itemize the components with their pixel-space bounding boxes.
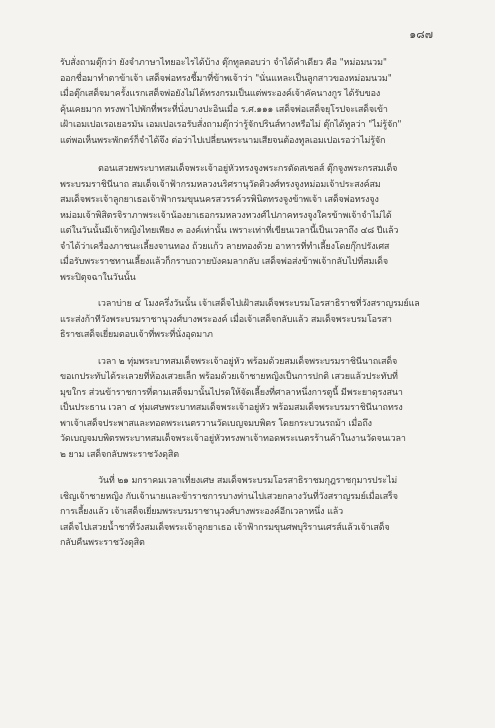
text-line: ธิราชเสด็จเยี่ยมตอบเจ้าที่พระที่นั่งอุดมาภ: [60, 330, 213, 340]
text-line: จำได้ว่าเครื่องภาชนะเลี้ยงจานทอง ถ้วยแก้ว ลายทองด้วย อาหารที่ทำเลี้ยงโดยกุ๊กปรังเศส: [60, 241, 390, 252]
paragraph: [60, 162, 450, 286]
text-line: แต่ในวันนั้นมีเจ้าหญิงไทยเพียง ๓ องค์เท่านั้น เพราะเท่าที่เขียนเวลานี้เป็นเวลาถึง ๔๘ ปีแล้ว: [60, 226, 399, 236]
text-line: คุ้นเคยมาก ทรงพาไปพักที่พระที่นั่งบางปะอินเมื่อ ร.ศ.๑๑๑ เสด็จพ่อเสด็จยุโรปจะเสด็จเข้า: [60, 104, 388, 115]
text-line: แระส่งก้าทีวังพระบรมราชานุวงศ์บางพระองค์ เมื่อเจ้าเสด็จกลับแล้ว สมเด็จพระบรมโอรสา: [60, 314, 392, 325]
text-line: แต่พอเห็นพระพักตร์ก็จำได้จึง ต่อว่าไปเปลี่ยนพระนามเสียจนต้องทูลเอมเปอเรอว่าไม่รู้จัก: [60, 135, 386, 146]
text-line: เวลาบ่าย ๔ โมงครึ่งวันนั้น เจ้าเสด็จไปเฝ้าสมเด็จพระบรมโอรสาธิราชที่วังสราญรมย์แล: [98, 299, 420, 309]
text-line: ๒ ยาม เสด็จกลับพระราชวังดุสิต: [60, 449, 179, 460]
text-line: วันที่ ๒๑ มกราคมเวลาเที่ยงเศษ สมเด็จพระบรมโอรสาธิราชมกุฎราชกุมารประไม่: [98, 476, 398, 486]
text-line: พระบรมราชินีนาถ สมเด็จเจ้าฟ้ากรมหลวงนริศรานุวัดติวงศ์ทรงจูงหม่อมเจ้าประสงค์สม: [60, 179, 381, 190]
text-line: พระปิตุจฉาในวันนั้น: [60, 272, 136, 283]
text-line: เมื่อตุ๊กเสด็จมาครั้งแรกเสด็จพ่อยังไม่ได้ทรงกรมเป็นแต่พระองค์เจ้าคัคนางกูร ได้รับของ: [60, 89, 381, 99]
paragraph: [60, 474, 450, 552]
page-number: ๑๘๗: [409, 28, 433, 41]
text-line: สมเด็จพระเจ้าลูกยาเธอเจ้าฟ้ากรมขุนนครสวรรค์วรพินิตทรงจูงข้าพเจ้า เสด็จพ่อทรงจูง: [60, 195, 379, 205]
text-line: ออกชื่อมาทำตาข้าเจ้า เสด็จพ่อทรงชี้มาที่ข้าพเจ้าว่า "นั่นแหละเป็นลูกสาวของหม่อมนวม": [60, 73, 392, 84]
text-line: พาเจ้าเสด็จประพาสและทอดพระเนตรวานวัดเบญจมบพิตร โดยกระบวนรถม้า เมื่อถึง: [60, 418, 372, 429]
text-line: ตอนเสวยพระบาทสมเด็จพระเจ้าอยู่หัวทรงจูงพระกรตัดสเซลส์ ตุ๊กจูงพระกรสมเด็จ: [98, 164, 398, 174]
document-body: [60, 56, 450, 561]
text-line: เฝ้าเอมเปอเรอเยอรมัน เอมเปอเรอรับสั่งถามตุ๊กว่ารู้จักปรินส์ทางหรือไม่ ตุ๊กได้ทูลว่า "ไม่รู้จัก": [60, 120, 402, 130]
text-line: มุขใกร ส่วนข้าราชการที่ตามเสด็จมานั้นไปรดให้จัดเลี้ยงที่ศาลาหนึ่งการตูนี้ มีพระยาดุรงสนา: [60, 387, 403, 398]
text-line: หม่อมเจ้าพิสิตรจิราภาพระเจ้าน้องยาเธอกรมหลวงทวงศ์ไปภาคทรงจูงใครข้าพเจ้าจำไม่ได้: [60, 210, 392, 221]
text-line: เชิญเจ้าชายหญิง กับเจ้านายและข้าราชการบางท่านไปเสวยกลางวันที่วังสราญรมย์เมื่อเสร็จ: [60, 491, 398, 502]
text-line: กลับคืนพระราชวังดุสิต: [60, 538, 145, 548]
text-line: รับสั่งถามตุ๊กว่า ยังจำภาษาไทยอะไรได้บ้าง ตุ๊กทูลตอบว่า จำได้คำเดียว คือ "หม่อมนวม": [60, 58, 387, 68]
text-line: การเลี้ยงแล้ว เจ้าเสด็จเยี่ยมพระบรมราชานุวงศ์บางพระองค์อีกเวลาหนึ่ง แล้ว: [60, 507, 344, 517]
paragraph: [60, 355, 450, 464]
text-line: เป็นประธาน เวลา ๔ ทุ่มเศษพระบาทสมเด็จพระเจ้าอยู่หัว พร้อมสมเด็จพระบรมราชินีนาถทรง: [60, 403, 403, 413]
text-line: ขอเกประทับได้ระเลวยที่ห้องเสวยเล็ก พร้อมด้วยเจ้าชายหญิงเป็นการปกติ เสวยแล้วประทับที่: [60, 372, 398, 382]
text-line: เวลา ๒ ทุ่มพระบาทสมเด็จพระเจ้าอยู่หัว พร้อมด้วยสมเด็จพระบรมราชินีนาถเสด็จ: [98, 356, 398, 367]
paragraph: [60, 297, 450, 344]
text-line: เสด็จไปเสวยน้ำชาที่วังสมเด็จพระเจ้าลูกยาเธอ เจ้าฟ้ากรมขุนศพบุริรานเศรส์แล้วเจ้าเสด็จ: [60, 522, 390, 533]
text-line: เมื่อรับพระราชทานเลี้ยงแล้วก็กราบถวายบังคมลากลับ เสด็จพ่อส่งข้าพเจ้ากลับไปที่สมเด็จ: [60, 257, 388, 267]
text-line: วัดเบญจมบพิตรพระบาทสมเด็จพระเจ้าอยู่หัวทรงพาเจ้าทอดพระเนตรร้านค้าในงานวัดจนเวลา: [60, 434, 406, 444]
paragraph: [60, 56, 450, 149]
